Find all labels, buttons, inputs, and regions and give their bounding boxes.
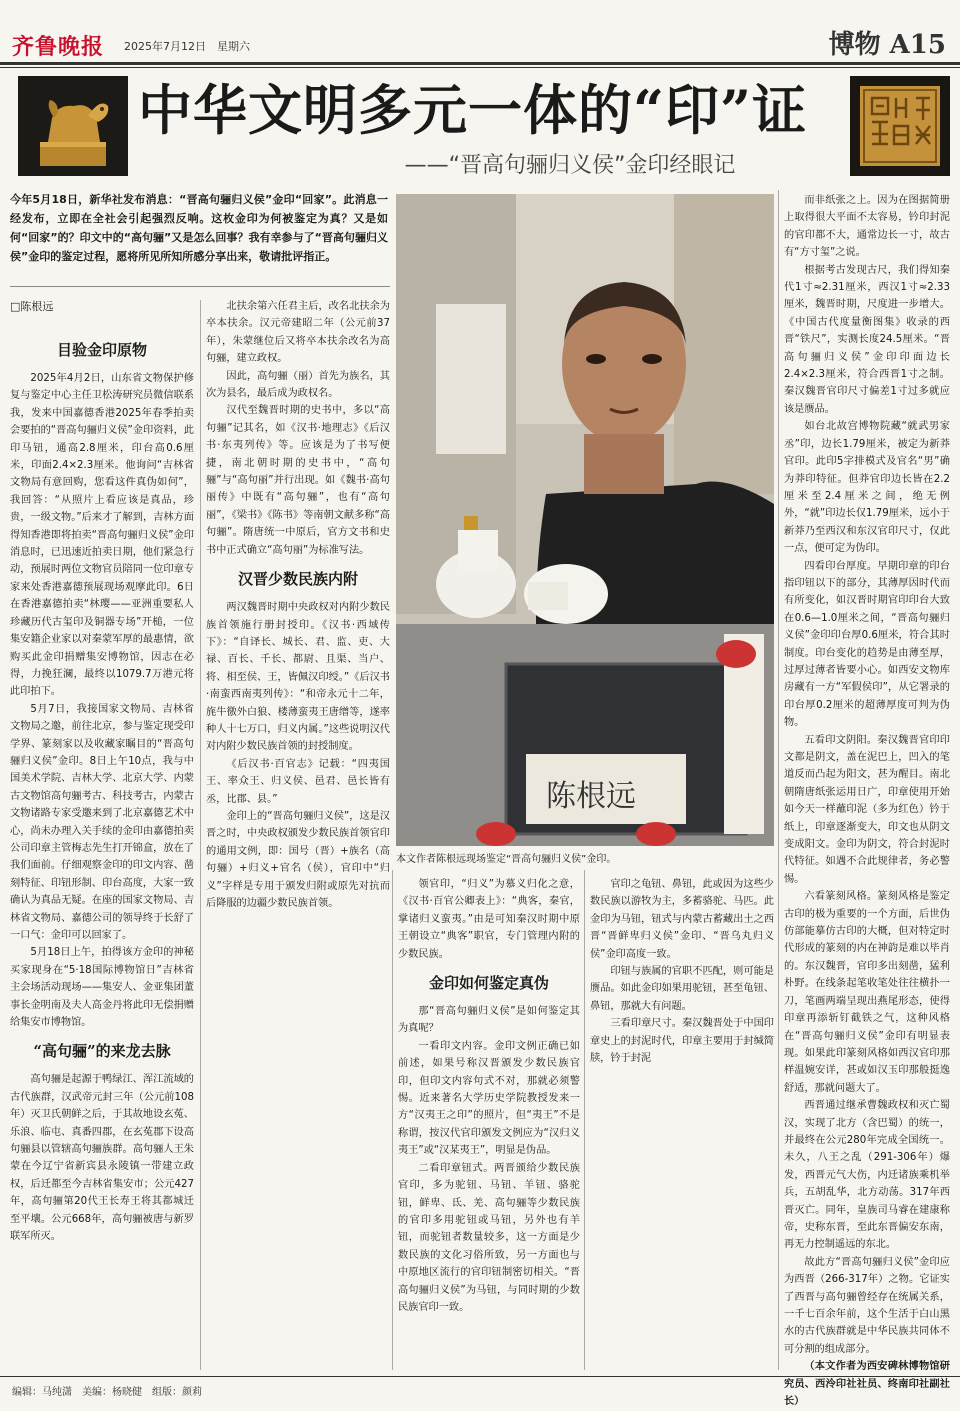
section-label: 博物 A15 (828, 30, 946, 60)
photo-caption: 本文作者陈根远现场鉴定“晋高句骊归义侯”金印。 (396, 854, 617, 865)
author-note: （本文作者为西安碑林博物馆研究员、西泠印社社员、终南印社副社长） (784, 1361, 950, 1408)
paragraph: 《后汉书·百官志》记载：“四夷国王、率众王、归义侯、邑君、邑长皆有丞，比郡、县。” (206, 758, 390, 805)
paragraph: 官印之龟钮、鼻钮，此或因为这些少数民族以游牧为主，多蓄骆驼、马匹。此金印为马钮，钮式与内蒙古蓄藏出土之西晋“晋鲜卑归义侯”金印、“晋乌丸归义侯”金印高度一致。 (590, 879, 774, 960)
newspaper-logo: 齐鲁晚报 (12, 34, 105, 60)
paragraph: 5月18日上午，拍得该方金印的神秘买家现身在“5·18国际博物馆日”吉林省主会场活动现场——集安人、金亚集团董事长金明南及夫人高金丹将此印无偿捐赠给集安市博物馆。 (10, 947, 194, 1029)
gold-seal-face-image (850, 76, 950, 176)
headline-subtitle: ——“晋高句骊归义侯”金印经眼记 (404, 153, 736, 178)
column-divider (200, 300, 201, 1370)
paragraph: 三看印章尺寸。秦汉魏晋处于中国印章史上的封泥时代，印章主要用于封缄简牍，钤于封泥 (590, 1018, 774, 1065)
paragraph: 西晋通过继承曹魏政权和灭亡蜀汉，实现了北方（含巴蜀）的统一，并最终在公元280年完成全国统一。未久，八王之乱（291-306年）爆发，西晋元气大伤，内迁诸族乘机举兵，五胡乱华，北方动荡。317年西晋灭亡。同年，皇族司马睿在建康称帝，史称东晋，至此东晋偏安东南，再无力控制遥远的东北。 (784, 1100, 950, 1251)
paragraph: 故此方“晋高句骊归义侯”金印应为西晋（266-317年）之物。它证实了西晋与高句骊曾经存在统属关系，一千七百余年前，这个生活于白山黑水的古代族群就是中华民族共同体不可分割的组成部分。 (784, 1256, 950, 1355)
article-column-4 (590, 876, 774, 1370)
section-heading: 金印如何鉴定真伪 (428, 974, 549, 993)
paragraph: 五看印文阴阳。秦汉魏晋官印印文都是阴文，盖在泥巴上，凹入的笔道反而凸起为阳文，甚为醒目。南北朝隋唐纸张运用日广，印章使用开始如今天一样蘸印泥（多为红色）钤于纸上，印章逐渐变大，印文也从阴文变成阳文。金印为阴文，符合封泥时代特征。如遇不合此规律者，务必警惕。 (784, 734, 950, 885)
paragraph: 北扶余第六任君主后，改名北扶余为卒本扶余。汉元帝建昭二年（公元前37年），朱蒙继位后又将卒本扶余改名为高句骊，建立政权。 (206, 301, 390, 365)
paragraph: 一看印文内容。金印文例正确已如前述，如果号称汉晋颁发少数民族官印，但印文内容句式不对，那就必须警惕。近来著名大学历史学院教授发来一方“汉夷王之印”的照片，但“夷王”不是称谓，按汉代官印颁发文例应为“汉归义夷王”或“汉某夷王”，明显是伪品。 (398, 1040, 580, 1157)
masthead (0, 0, 960, 62)
footer-rule (0, 1376, 960, 1377)
paragraph: 二看印章钮式。两晋颁给少数民族官印，多为驼钮、马钮、羊钮、骆驼钮，鲜卑、氐、羌、高句骊等少数民族的官印多用驼钮或马钮，另外也有羊钮，而驼钮者数量较多，这一方面是少数民族的文化习俗所致，另一方面也与中原地区流行的官印钮制密切相关。“晋高句骊归义侯”为马钮，与同时期的少数民族官印一致。 (398, 1162, 580, 1313)
author-appraising-photo (396, 194, 774, 846)
paragraph: 因此，高句骊（丽）首先为族名，其次为县名，最后成为政权名。 (206, 370, 390, 400)
column-divider (778, 190, 779, 1370)
paragraph: 根据考古发现古尺，我们得知秦代1寸≈2.31厘米，西汉1寸≈2.33厘米，魏晋时期，尺度进一步增大。《中国古代度量衡图集》收录的西晋“铁尺”，实测长度24.5厘米。“晋高句骊归义侯”金印印面边长2.4×2.3厘米，符合西晋1寸之制。秦汉魏晋官印尺寸偏差1寸过多就应该是赝品。 (784, 264, 950, 415)
paragraph: 如台北故宫博物院藏“就武男家丞”印，边长1.79厘米，被定为新莽官印。此印5字排模式及官名“男”确为莽印特征。但莽官印边长皆在2.2厘米至2.4厘米之间，绝无例外，“就”印边长仅1.79厘米，远小于新莽乃至西汉和东汉官印尺寸，仅此一点，便可定为伪印。 (784, 421, 950, 555)
issue-date: 2025年7月12日 星期六 (124, 40, 250, 53)
column-divider (584, 870, 585, 1370)
svg-text:陈根远: 陈根远 (546, 779, 636, 814)
article-column-3 (398, 876, 580, 1370)
section-heading: “高句骊”的来龙去脉 (33, 1042, 171, 1061)
paragraph: 两汉魏晋时期中央政权对内附少数民族首领施行册封授印。《汉书·西域传下》：“自译长、城长、君、监、吏、大禄、百长、千长、都尉、且渠、当户、将、相至侯、王，皆佩汉印绶。”《后汉书·南蛮西南夷列传》：“和帝永元十二年，旄牛徼外白狼、楼薄蛮夷王唐缯等，遂率种人十七万口，归义内属。”这些说明汉代对内附少数民族首领的封授制度。 (206, 602, 390, 753)
paragraph: 2025年4月2日，山东省文物保护修复与鉴定中心主任卫松涛研究员微信联系我，发来中国嘉德香港2025年春季拍卖会要拍的“晋高句骊归义侯”金印资料，此印马钮，通高2.8厘米，印台高0.6厘米，印面2.4×2.3厘米。他询问“吉林省文物局有意回购，您看这件真伪如何”，我回答：“从照片上看应该是真品，珍贵，一级文物。”后来才了解到，吉林方面得知香港即将拍卖“晋高句骊归义侯”金印消息时，已迅速近拍卖日期，他们紧急行动，预展时两位文物官员陪同一位印章专家来处香港嘉德预展现场观摩此印。6日在香港嘉德拍卖“林璎——亚洲重要私人珍藏历代古玺印及铜器专场”开槌，一位集安籍企业家以对秦蒙军厚的最惠情，欲购买此金印捐赠集安博物馆，因志在必得，力挽狂澜，最终以1079.7万港元将此印拍下。 (10, 373, 194, 698)
section-heading: 目验金印原物 (56, 341, 147, 359)
author-byline: □陈根远 (10, 300, 54, 313)
paragraph: 汉代至魏晋时期的史书中，多以“高句骊”记其名，如《汉书·地理志》《后汉书·东夷列传》等。应该是为了书写便捷，南北朝时期的史书中，“高句骊”与“高句丽”并行出现。如《魏书·高句丽传》中既有“高句骊”，也有“高句丽”，《梁书》《陈书》等南朝文献多称“高句骊”。隋唐统一中原后，官方文书和史书中正式确立“高句丽”为标准写法。 (206, 405, 390, 556)
column-divider (392, 870, 393, 1370)
editor-credits: 编辑：马纯潇 美编：杨晓健 组版：颜莉 (12, 1387, 202, 1398)
masthead-rule-thin (0, 67, 960, 68)
masthead-rule (0, 62, 960, 65)
paragraph: 印钮与族属的官职不匹配，则可能是赝品。如此金印如果用驼钮，甚至龟钮、鼻钮，那就大有问题。 (590, 966, 774, 1012)
paragraph: 高句骊是起源于鸭绿江、浑江流域的古代族群，汉武帝元封三年（公元前108年）灭卫氏朝鲜之后，于其故地设玄菟、乐浪、临屯、真番四郡，在玄菟郡下设高句骊县以管辖高句骊族群。高句骊人王朱蒙在今辽宁省新宾县永陵镇一带建立政权，后迁都至今吉林省集安市；公元427年，高句骊第20代王长寿王将其都城迁至平壤。公元668年，高句骊被唐与新罗联军所灭。 (10, 1074, 194, 1243)
intro-lead: 今年5月18日，新华社发布消息：“晋高句骊归义侯”金印“回家”。此消息一经发布，立即在全社会引起强烈反响。这枚金印为何被鉴定为真？又是如何“回家”的？印文中的“高句骊”又是怎么回事？我有幸参与了“晋高句骊归义侯”金印的鉴定过程，愿将所见所知所感分享出来，敬请批评指正。 (10, 193, 388, 263)
paragraph: 金印上的“晋高句骊归义侯”，这是汉晋之时，中央政权颁发少数民族首领官印的通用文例，即：国号（晋）+族名（高句骊）+归义+官名（侯），官印中“归义”字样是专用于颁发归附或原先对抗而后降服的边疆少数民族首领。 (206, 810, 390, 909)
paragraph: 5月7日，我接国家文物局、吉林省文物局之邀，前往北京，参与鉴定现受印学界、篆刻家以及收藏家瞩目的“晋高句骊归义侯”金印。8日上午10点，我与中国美术学院、吉林大学、北京大学、内蒙古文物馆高句骊考古、科技考古，内蒙古文物诸路专家受邀来到了北京嘉德艺术中心，尚未办理入关手续的金印由嘉德拍卖公司印章主管梅志先生打开锦盒，放在了我们面前。仔细观察金印的印文内容、凿刻特征、印钮形制、印台高度，大家一致确认为真品无疑。在座的国家文物局、吉林省文物局、嘉德公司的领导终于长舒了一口气：金印可以回家了。 (10, 703, 194, 941)
paragraph: 六看篆刻风格。篆刻风格是鉴定古印的极为重要的一个方面，后世伪仿部能摹仿古印的大概，但对特定时代形成的篆刻的内在神韵是难以毕肖的。东汉魏晋，官印多出刻凿，猛利朴野。在线条起笔收笔处往往横扑一刀，笔画两端呈现出燕尾形态，使得印章再添斩钉截铁之气，这种风格在“晋高句骊归义侯”金印有明显表现。如果此印篆刻风格如西汉官印那样温婉安详，甚或如汉玉印那般挺逸舒适，那就问题大了。 (784, 891, 950, 1094)
paragraph: 领官印，“归义”为慕义归化之意，《汉书·百官公卿表上》：“典客，秦官，掌诸归义蛮夷。”由是可知秦汉时期中原王朝设立“典客”职官，专门管理内附的少数民族。 (398, 879, 580, 960)
section-heading: 汉晋少数民族内附 (237, 570, 358, 589)
article-column-2 (206, 298, 390, 1370)
intro-divider (10, 286, 390, 287)
article-column-5 (784, 192, 950, 1408)
paragraph: 而非纸张之上。因为在图据简册上取得很大平面不太容易，钤印封泥的官印都不大，通常边长一寸，故古有“方寸玺”之说。 (784, 195, 950, 259)
paragraph: 那“晋高句骊归义侯”是如何鉴定其为真呢？ (398, 1006, 580, 1035)
article-column-1 (10, 330, 194, 1370)
headline-title: 中华文明多元一体的“印”证 (138, 78, 808, 142)
paragraph: 四看印台厚度。早期印章的印台指印钮以下的部分，其薄厚因时代而有所变化，如汉晋时期官印印台大致在0.6—1.0厘米之间，“晋高句骊归义侯”金印印台厚0.6厘米，符合其时制度。印台变化的趋势是由薄至厚，过厚过薄者皆要小心。如西安文物库房藏有一方“军假侯印”，从它署录的印台厚0.2厘米的超薄厚度可判为伪物。 (784, 560, 950, 729)
